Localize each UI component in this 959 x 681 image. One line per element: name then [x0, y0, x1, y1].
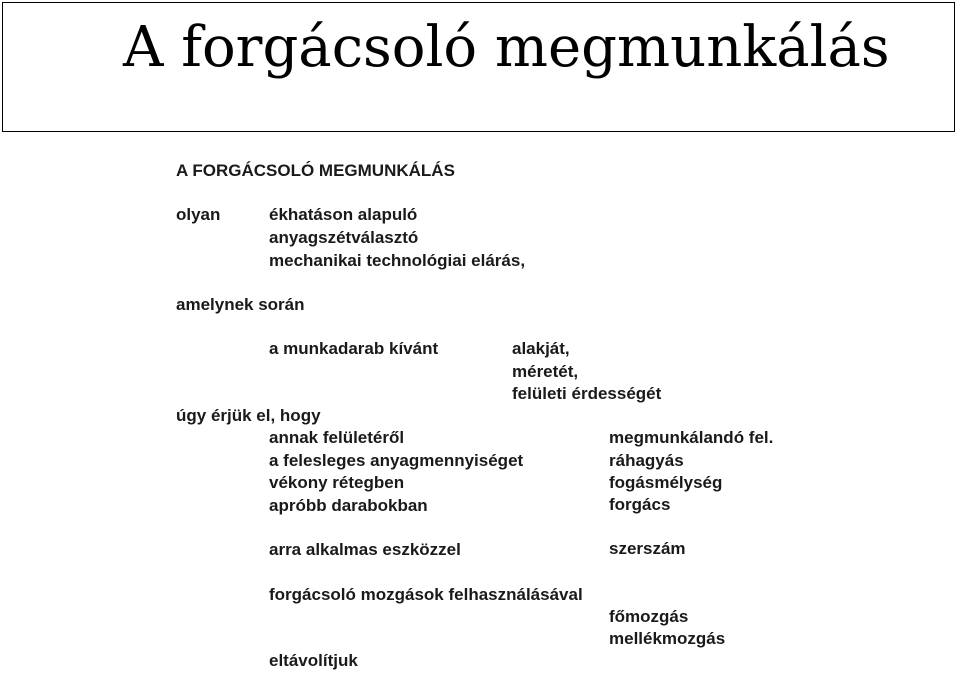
- definition-line: mechanikai technológiai elárás,: [269, 251, 526, 270]
- workpiece-attr: alakját,: [512, 339, 570, 358]
- process-term: forgács: [609, 495, 671, 514]
- motion-term: mellékmozgás: [609, 629, 726, 648]
- motion-line: forgácsoló mozgások felhasználásával: [269, 585, 583, 604]
- process-term: ráhagyás: [609, 451, 684, 470]
- term-olyan: olyan: [176, 205, 221, 224]
- scan-heading: A FORGÁCSOLÓ MEGMUNKÁLÁS: [176, 161, 455, 180]
- scanned-text-image: [0, 140, 959, 681]
- process-line: annak felületéről: [269, 428, 405, 447]
- workpiece-attr: felületi érdességét: [512, 384, 662, 403]
- process-term: megmunkálandó fel.: [609, 428, 774, 447]
- tool-line: arra alkalmas eszközzel: [269, 540, 461, 559]
- process-line: vékony rétegben: [269, 473, 405, 492]
- definition-line: ékhatáson alapuló: [269, 205, 418, 224]
- term-amelynek: amelynek során: [176, 295, 305, 314]
- term-ugy: úgy érjük el, hogy: [176, 406, 321, 425]
- slide-title: A forgácsoló megmunkálás: [123, 15, 890, 80]
- process-line: a felesleges anyagmennyiséget: [269, 451, 524, 470]
- definition-line: anyagszétválasztó: [269, 228, 419, 247]
- workpiece-attr: méretét,: [512, 362, 579, 381]
- process-line: apróbb darabokban: [269, 496, 428, 515]
- remove-line: eltávolítjuk: [269, 651, 358, 670]
- tool-term: szerszám: [609, 539, 686, 558]
- process-term: fogásmélység: [609, 473, 723, 492]
- workpiece-label: a munkadarab kívánt: [269, 339, 439, 358]
- title-box: [2, 2, 955, 132]
- motion-term: főmozgás: [609, 607, 689, 626]
